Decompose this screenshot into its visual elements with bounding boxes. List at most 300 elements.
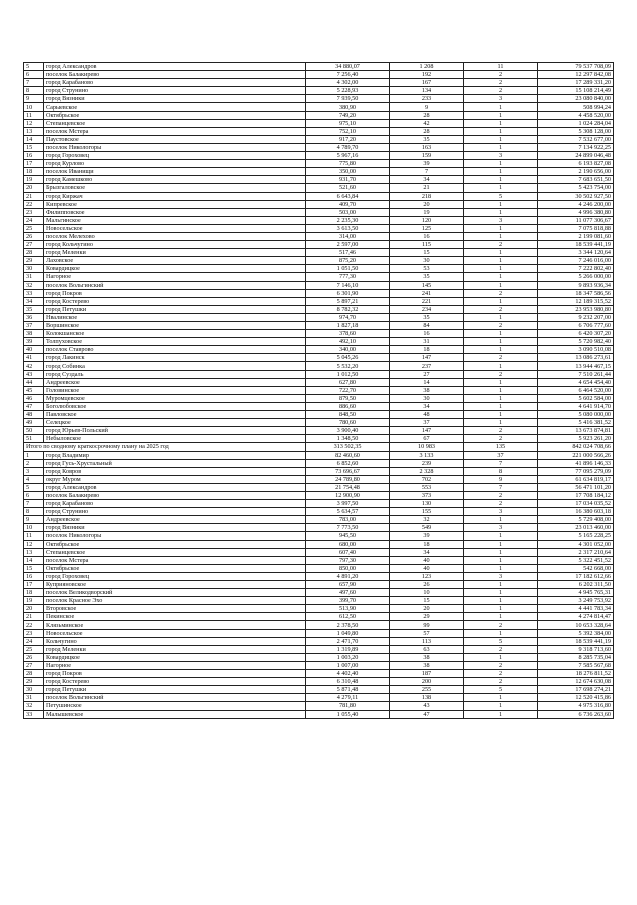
residents-count: 53 xyxy=(390,265,464,273)
municipality-name: Октябрьское xyxy=(44,540,306,548)
total-area: 4 302,00 xyxy=(306,79,390,87)
row-number: 46 xyxy=(24,394,44,402)
row-number: 10 xyxy=(24,103,44,111)
municipality-name: Новосельское xyxy=(44,224,306,232)
residents-count: 147 xyxy=(390,427,464,435)
repair-cost: 3 249 753,92 xyxy=(538,597,614,605)
repair-cost: 79 537 708,09 xyxy=(538,63,614,71)
row-number: 33 xyxy=(24,289,44,297)
residents-count: 2 328 xyxy=(390,467,464,475)
table-row xyxy=(24,564,614,572)
residents-count: 233 xyxy=(390,95,464,103)
houses-count: 1 xyxy=(464,710,538,718)
total-area: 4 279,11 xyxy=(306,694,390,702)
municipality-name: город Вязники xyxy=(44,524,306,532)
total-area: 7 773,50 xyxy=(306,524,390,532)
houses-count: 1 xyxy=(464,281,538,289)
total-area: 350,00 xyxy=(306,168,390,176)
total-area: 797,30 xyxy=(306,556,390,564)
houses-count: 2 xyxy=(464,354,538,362)
houses-count: 1 xyxy=(464,629,538,637)
municipality-name: Кольчугино xyxy=(44,637,306,645)
repair-cost: 12 674 630,08 xyxy=(538,678,614,686)
table-row xyxy=(24,637,614,645)
houses-count: 1 xyxy=(464,330,538,338)
total-area: 7 256,40 xyxy=(306,71,390,79)
municipality-name: Воршинское xyxy=(44,322,306,330)
table-row xyxy=(24,670,614,678)
repair-cost: 17 708 184,12 xyxy=(538,491,614,499)
repair-cost: 5 392 384,00 xyxy=(538,629,614,637)
municipality-name: Куприяновское xyxy=(44,581,306,589)
total-area: 21 754,48 xyxy=(306,483,390,491)
residents-count: 218 xyxy=(390,192,464,200)
section-2-rows xyxy=(24,451,614,718)
table-row xyxy=(24,653,614,661)
table-row xyxy=(24,475,614,483)
repair-cost: 4 274 814,47 xyxy=(538,613,614,621)
houses-count: 1 xyxy=(464,613,538,621)
row-number: 28 xyxy=(24,249,44,257)
residents-count: 239 xyxy=(390,459,464,467)
table-row xyxy=(24,241,614,249)
municipality-name: поселок Мстера xyxy=(44,556,306,564)
row-number: 40 xyxy=(24,346,44,354)
residents-count: 34 xyxy=(390,176,464,184)
residents-count: 16 xyxy=(390,330,464,338)
repair-cost: 4 246 200,00 xyxy=(538,200,614,208)
table-row xyxy=(24,516,614,524)
repair-cost: 6 202 311,50 xyxy=(538,581,614,589)
residents-count: 18 xyxy=(390,540,464,548)
total-area: 12 900,90 xyxy=(306,491,390,499)
residents-count: 159 xyxy=(390,152,464,160)
table-row xyxy=(24,305,614,313)
total-area: 1 012,50 xyxy=(306,370,390,378)
total-area: 73 696,67 xyxy=(306,467,390,475)
total-area: 875,20 xyxy=(306,257,390,265)
houses-count: 1 xyxy=(464,548,538,556)
houses-count: 1 xyxy=(464,313,538,321)
total-area: 612,50 xyxy=(306,613,390,621)
table-row xyxy=(24,63,614,71)
repair-cost: 2 190 656,00 xyxy=(538,168,614,176)
houses-count: 1 xyxy=(464,702,538,710)
residents-count: 39 xyxy=(390,532,464,540)
residents-count: 35 xyxy=(390,313,464,321)
repair-cost: 6 193 827,08 xyxy=(538,160,614,168)
houses-count: 2 xyxy=(464,670,538,678)
row-number: 6 xyxy=(24,491,44,499)
houses-count: 2 xyxy=(464,289,538,297)
houses-count: 1 xyxy=(464,265,538,273)
total-area: 503,00 xyxy=(306,208,390,216)
residents-count: 255 xyxy=(390,686,464,694)
municipality-name: поселок Ставрово xyxy=(44,346,306,354)
table-row xyxy=(24,548,614,556)
table-row xyxy=(24,500,614,508)
houses-count: 1 xyxy=(464,160,538,168)
total-houses: 135 xyxy=(464,443,538,451)
table-row xyxy=(24,160,614,168)
municipality-name: Сарыевское xyxy=(44,103,306,111)
row-number: 16 xyxy=(24,152,44,160)
municipality-name: Клязьминское xyxy=(44,621,306,629)
row-number: 15 xyxy=(24,564,44,572)
repair-cost: 5 423 754,00 xyxy=(538,184,614,192)
total-area: 931,70 xyxy=(306,176,390,184)
municipality-name: Октябрьское xyxy=(44,111,306,119)
table-row xyxy=(24,95,614,103)
residents-count: 28 xyxy=(390,111,464,119)
row-number: 1 xyxy=(24,451,44,459)
row-number: 15 xyxy=(24,143,44,151)
total-area: 513,90 xyxy=(306,605,390,613)
residents-count: 155 xyxy=(390,508,464,516)
row-number: 43 xyxy=(24,370,44,378)
table-row xyxy=(24,176,614,184)
residents-count: 40 xyxy=(390,564,464,572)
residents-count: 30 xyxy=(390,257,464,265)
residents-count: 40 xyxy=(390,556,464,564)
municipality-name: город Струнино xyxy=(44,508,306,516)
municipality-name: поселок Мелехово xyxy=(44,232,306,240)
table-row xyxy=(24,249,614,257)
total-area: 5 045,26 xyxy=(306,354,390,362)
row-number: 32 xyxy=(24,702,44,710)
residents-count: 192 xyxy=(390,71,464,79)
residents-count: 34 xyxy=(390,548,464,556)
repair-cost: 17 698 274,21 xyxy=(538,686,614,694)
table-row xyxy=(24,524,614,532)
table-row xyxy=(24,532,614,540)
residents-count: 21 xyxy=(390,184,464,192)
municipality-name: поселок Никологоры xyxy=(44,143,306,151)
row-number: 50 xyxy=(24,427,44,435)
total-area: 340,00 xyxy=(306,346,390,354)
table-row xyxy=(24,621,614,629)
total-area: 4 402,40 xyxy=(306,670,390,678)
total-area: 313 502,35 xyxy=(306,443,390,451)
residents-count: 702 xyxy=(390,475,464,483)
houses-count: 2 xyxy=(464,427,538,435)
residents-count: 113 xyxy=(390,637,464,645)
municipality-name: Головинское xyxy=(44,386,306,394)
total-area: 1 007,00 xyxy=(306,661,390,669)
repair-cost: 9 318 713,60 xyxy=(538,645,614,653)
total-area: 657,90 xyxy=(306,581,390,589)
table-row xyxy=(24,71,614,79)
table-row xyxy=(24,330,614,338)
repair-cost: 5 322 451,52 xyxy=(538,556,614,564)
municipality-name: Андреевское xyxy=(44,378,306,386)
municipality-name: город Киржач xyxy=(44,192,306,200)
houses-count: 2 xyxy=(464,678,538,686)
row-number: 31 xyxy=(24,273,44,281)
total-area: 521,60 xyxy=(306,184,390,192)
row-number: 8 xyxy=(24,508,44,516)
total-area: 780,60 xyxy=(306,419,390,427)
row-number: 4 xyxy=(24,475,44,483)
houses-count: 8 xyxy=(464,467,538,475)
table-row xyxy=(24,273,614,281)
table-row xyxy=(24,184,614,192)
repair-cost: 8 285 735,04 xyxy=(538,653,614,661)
houses-count: 1 xyxy=(464,297,538,305)
repair-cost: 17 289 331,20 xyxy=(538,79,614,87)
residents-count: 38 xyxy=(390,661,464,669)
municipality-name: Небыловское xyxy=(44,435,306,443)
row-number: 51 xyxy=(24,435,44,443)
repair-cost: 2 199 081,60 xyxy=(538,232,614,240)
municipality-name: Нагорное xyxy=(44,273,306,281)
houses-count: 3 xyxy=(464,152,538,160)
municipality-name: поселок Вольгинский xyxy=(44,281,306,289)
row-number: 13 xyxy=(24,127,44,135)
table-row xyxy=(24,467,614,475)
municipality-name: Филипповское xyxy=(44,208,306,216)
section-1-rows xyxy=(24,63,614,443)
row-number: 9 xyxy=(24,516,44,524)
repair-cost: 4 301 052,00 xyxy=(538,540,614,548)
table-row xyxy=(24,686,614,694)
row-number: 24 xyxy=(24,216,44,224)
houses-count: 1 xyxy=(464,581,538,589)
residents-count: 1 208 xyxy=(390,63,464,71)
table-row xyxy=(24,378,614,386)
residents-count: 138 xyxy=(390,694,464,702)
repair-cost: 5 416 381,52 xyxy=(538,419,614,427)
municipality-name: Толпуховское xyxy=(44,338,306,346)
table-row xyxy=(24,192,614,200)
repair-cost: 5 923 261,20 xyxy=(538,435,614,443)
repair-cost: 6 706 777,60 xyxy=(538,322,614,330)
row-number: 37 xyxy=(24,322,44,330)
table-row xyxy=(24,265,614,273)
total-area: 314,00 xyxy=(306,232,390,240)
houses-count: 7 xyxy=(464,459,538,467)
repair-cost: 7 222 802,40 xyxy=(538,265,614,273)
row-number: 6 xyxy=(24,71,44,79)
repair-plan-table xyxy=(23,62,614,719)
total-area: 749,20 xyxy=(306,111,390,119)
total-area: 5 897,21 xyxy=(306,297,390,305)
repair-cost: 7 532 677,00 xyxy=(538,135,614,143)
row-number: 34 xyxy=(24,297,44,305)
houses-count: 5 xyxy=(464,192,538,200)
residents-count: 10 xyxy=(390,589,464,597)
table-row xyxy=(24,338,614,346)
residents-count: 63 xyxy=(390,645,464,653)
municipality-name: город Костерево xyxy=(44,678,306,686)
row-number: 49 xyxy=(24,419,44,427)
repair-cost: 4 641 914,70 xyxy=(538,402,614,410)
table-row xyxy=(24,645,614,653)
houses-count: 7 xyxy=(464,483,538,491)
total-area: 5 871,48 xyxy=(306,686,390,694)
row-number: 26 xyxy=(24,232,44,240)
row-number: 32 xyxy=(24,281,44,289)
row-number: 17 xyxy=(24,160,44,168)
table-row xyxy=(24,208,614,216)
table-row xyxy=(24,200,614,208)
total-area: 1 055,40 xyxy=(306,710,390,718)
table-row xyxy=(24,702,614,710)
total-area: 2 378,50 xyxy=(306,621,390,629)
document-page xyxy=(23,62,613,719)
houses-count: 1 xyxy=(464,394,538,402)
houses-count: 9 xyxy=(464,475,538,483)
total-area: 5 532,20 xyxy=(306,362,390,370)
repair-cost: 6 464 520,00 xyxy=(538,386,614,394)
table-row xyxy=(24,411,614,419)
residents-count: 120 xyxy=(390,216,464,224)
houses-count: 2 xyxy=(464,645,538,653)
houses-count: 1 xyxy=(464,362,538,370)
table-row xyxy=(24,394,614,402)
houses-count: 1 xyxy=(464,653,538,661)
houses-count: 5 xyxy=(464,637,538,645)
total-area: 24 789,80 xyxy=(306,475,390,483)
repair-cost: 9 893 936,34 xyxy=(538,281,614,289)
houses-count: 11 xyxy=(464,63,538,71)
residents-count: 67 xyxy=(390,435,464,443)
row-number: 21 xyxy=(24,192,44,200)
municipality-name: город Гороховец xyxy=(44,152,306,160)
total-area: 850,00 xyxy=(306,564,390,572)
row-number: 24 xyxy=(24,637,44,645)
repair-cost: 23 080 840,00 xyxy=(538,95,614,103)
row-number: 12 xyxy=(24,119,44,127)
residents-count: 15 xyxy=(390,249,464,257)
repair-cost: 7 585 567,68 xyxy=(538,661,614,669)
houses-count: 1 xyxy=(464,135,538,143)
row-number: 25 xyxy=(24,224,44,232)
residents-count: 163 xyxy=(390,143,464,151)
municipality-name: город Карабаново xyxy=(44,79,306,87)
row-number: 29 xyxy=(24,257,44,265)
repair-cost: 3 090 510,08 xyxy=(538,346,614,354)
table-row xyxy=(24,572,614,580)
table-row xyxy=(24,168,614,176)
houses-count: 3 xyxy=(464,524,538,532)
residents-count: 237 xyxy=(390,362,464,370)
total-area: 975,10 xyxy=(306,119,390,127)
row-number: 7 xyxy=(24,79,44,87)
row-number: 20 xyxy=(24,605,44,613)
repair-cost: 30 502 927,50 xyxy=(538,192,614,200)
total-area: 781,80 xyxy=(306,702,390,710)
total-row xyxy=(24,443,614,451)
row-number: 11 xyxy=(24,111,44,119)
municipality-name: Нвалинское xyxy=(44,313,306,321)
row-number: 44 xyxy=(24,378,44,386)
row-number: 21 xyxy=(24,613,44,621)
municipality-name: поселок Великодворский xyxy=(44,589,306,597)
houses-count: 2 xyxy=(464,322,538,330)
repair-cost: 6 736 263,60 xyxy=(538,710,614,718)
row-number: 2 xyxy=(24,459,44,467)
total-area: 34 880,07 xyxy=(306,63,390,71)
total-area: 6 852,60 xyxy=(306,459,390,467)
table-row xyxy=(24,694,614,702)
repair-cost: 5 720 982,40 xyxy=(538,338,614,346)
total-area: 7 146,10 xyxy=(306,281,390,289)
row-number: 3 xyxy=(24,467,44,475)
residents-count: 99 xyxy=(390,621,464,629)
row-number: 41 xyxy=(24,354,44,362)
municipality-name: Брызгаловское xyxy=(44,184,306,192)
total-area: 5 634,57 xyxy=(306,508,390,516)
row-number: 20 xyxy=(24,184,44,192)
houses-count: 1 xyxy=(464,184,538,192)
houses-count: 1 xyxy=(464,273,538,281)
municipality-name: город Курлово xyxy=(44,160,306,168)
total-area: 497,60 xyxy=(306,589,390,597)
table-row xyxy=(24,491,614,499)
municipality-name: город Ковров xyxy=(44,467,306,475)
table-row xyxy=(24,119,614,127)
residents-count: 145 xyxy=(390,281,464,289)
row-number: 22 xyxy=(24,200,44,208)
repair-cost: 5 080 000,00 xyxy=(538,411,614,419)
table-row xyxy=(24,370,614,378)
municipality-name: город Вязники xyxy=(44,95,306,103)
residents-count: 134 xyxy=(390,87,464,95)
houses-count: 2 xyxy=(464,491,538,499)
houses-count: 2 xyxy=(464,87,538,95)
residents-count: 34 xyxy=(390,402,464,410)
row-number: 19 xyxy=(24,176,44,184)
table-row xyxy=(24,289,614,297)
table-row xyxy=(24,224,614,232)
houses-count: 3 xyxy=(464,508,538,516)
houses-count: 1 xyxy=(464,249,538,257)
municipality-name: Ковардицкое xyxy=(44,653,306,661)
total-area: 399,70 xyxy=(306,597,390,605)
municipality-name: город Гороховец xyxy=(44,572,306,580)
residents-count: 187 xyxy=(390,670,464,678)
table-row xyxy=(24,386,614,394)
table-row xyxy=(24,354,614,362)
table-row xyxy=(24,322,614,330)
houses-count: 2 xyxy=(464,305,538,313)
table-row xyxy=(24,79,614,87)
residents-count: 48 xyxy=(390,411,464,419)
row-number: 14 xyxy=(24,135,44,143)
row-number: 18 xyxy=(24,589,44,597)
row-number: 7 xyxy=(24,500,44,508)
municipality-name: город Покров xyxy=(44,289,306,297)
residents-count: 14 xyxy=(390,378,464,386)
houses-count: 1 xyxy=(464,378,538,386)
residents-count: 29 xyxy=(390,613,464,621)
row-number: 28 xyxy=(24,670,44,678)
houses-count: 1 xyxy=(464,540,538,548)
row-number: 25 xyxy=(24,645,44,653)
table-row xyxy=(24,103,614,111)
total-area: 517,46 xyxy=(306,249,390,257)
municipality-name: город Суздаль xyxy=(44,370,306,378)
total-area: 627,80 xyxy=(306,378,390,386)
municipality-name: город Петушки xyxy=(44,305,306,313)
table-row xyxy=(24,313,614,321)
houses-count: 2 xyxy=(464,661,538,669)
repair-cost: 77 095 279,09 xyxy=(538,467,614,475)
repair-cost: 4 654 454,40 xyxy=(538,378,614,386)
repair-cost: 61 634 819,17 xyxy=(538,475,614,483)
houses-count: 1 xyxy=(464,402,538,410)
